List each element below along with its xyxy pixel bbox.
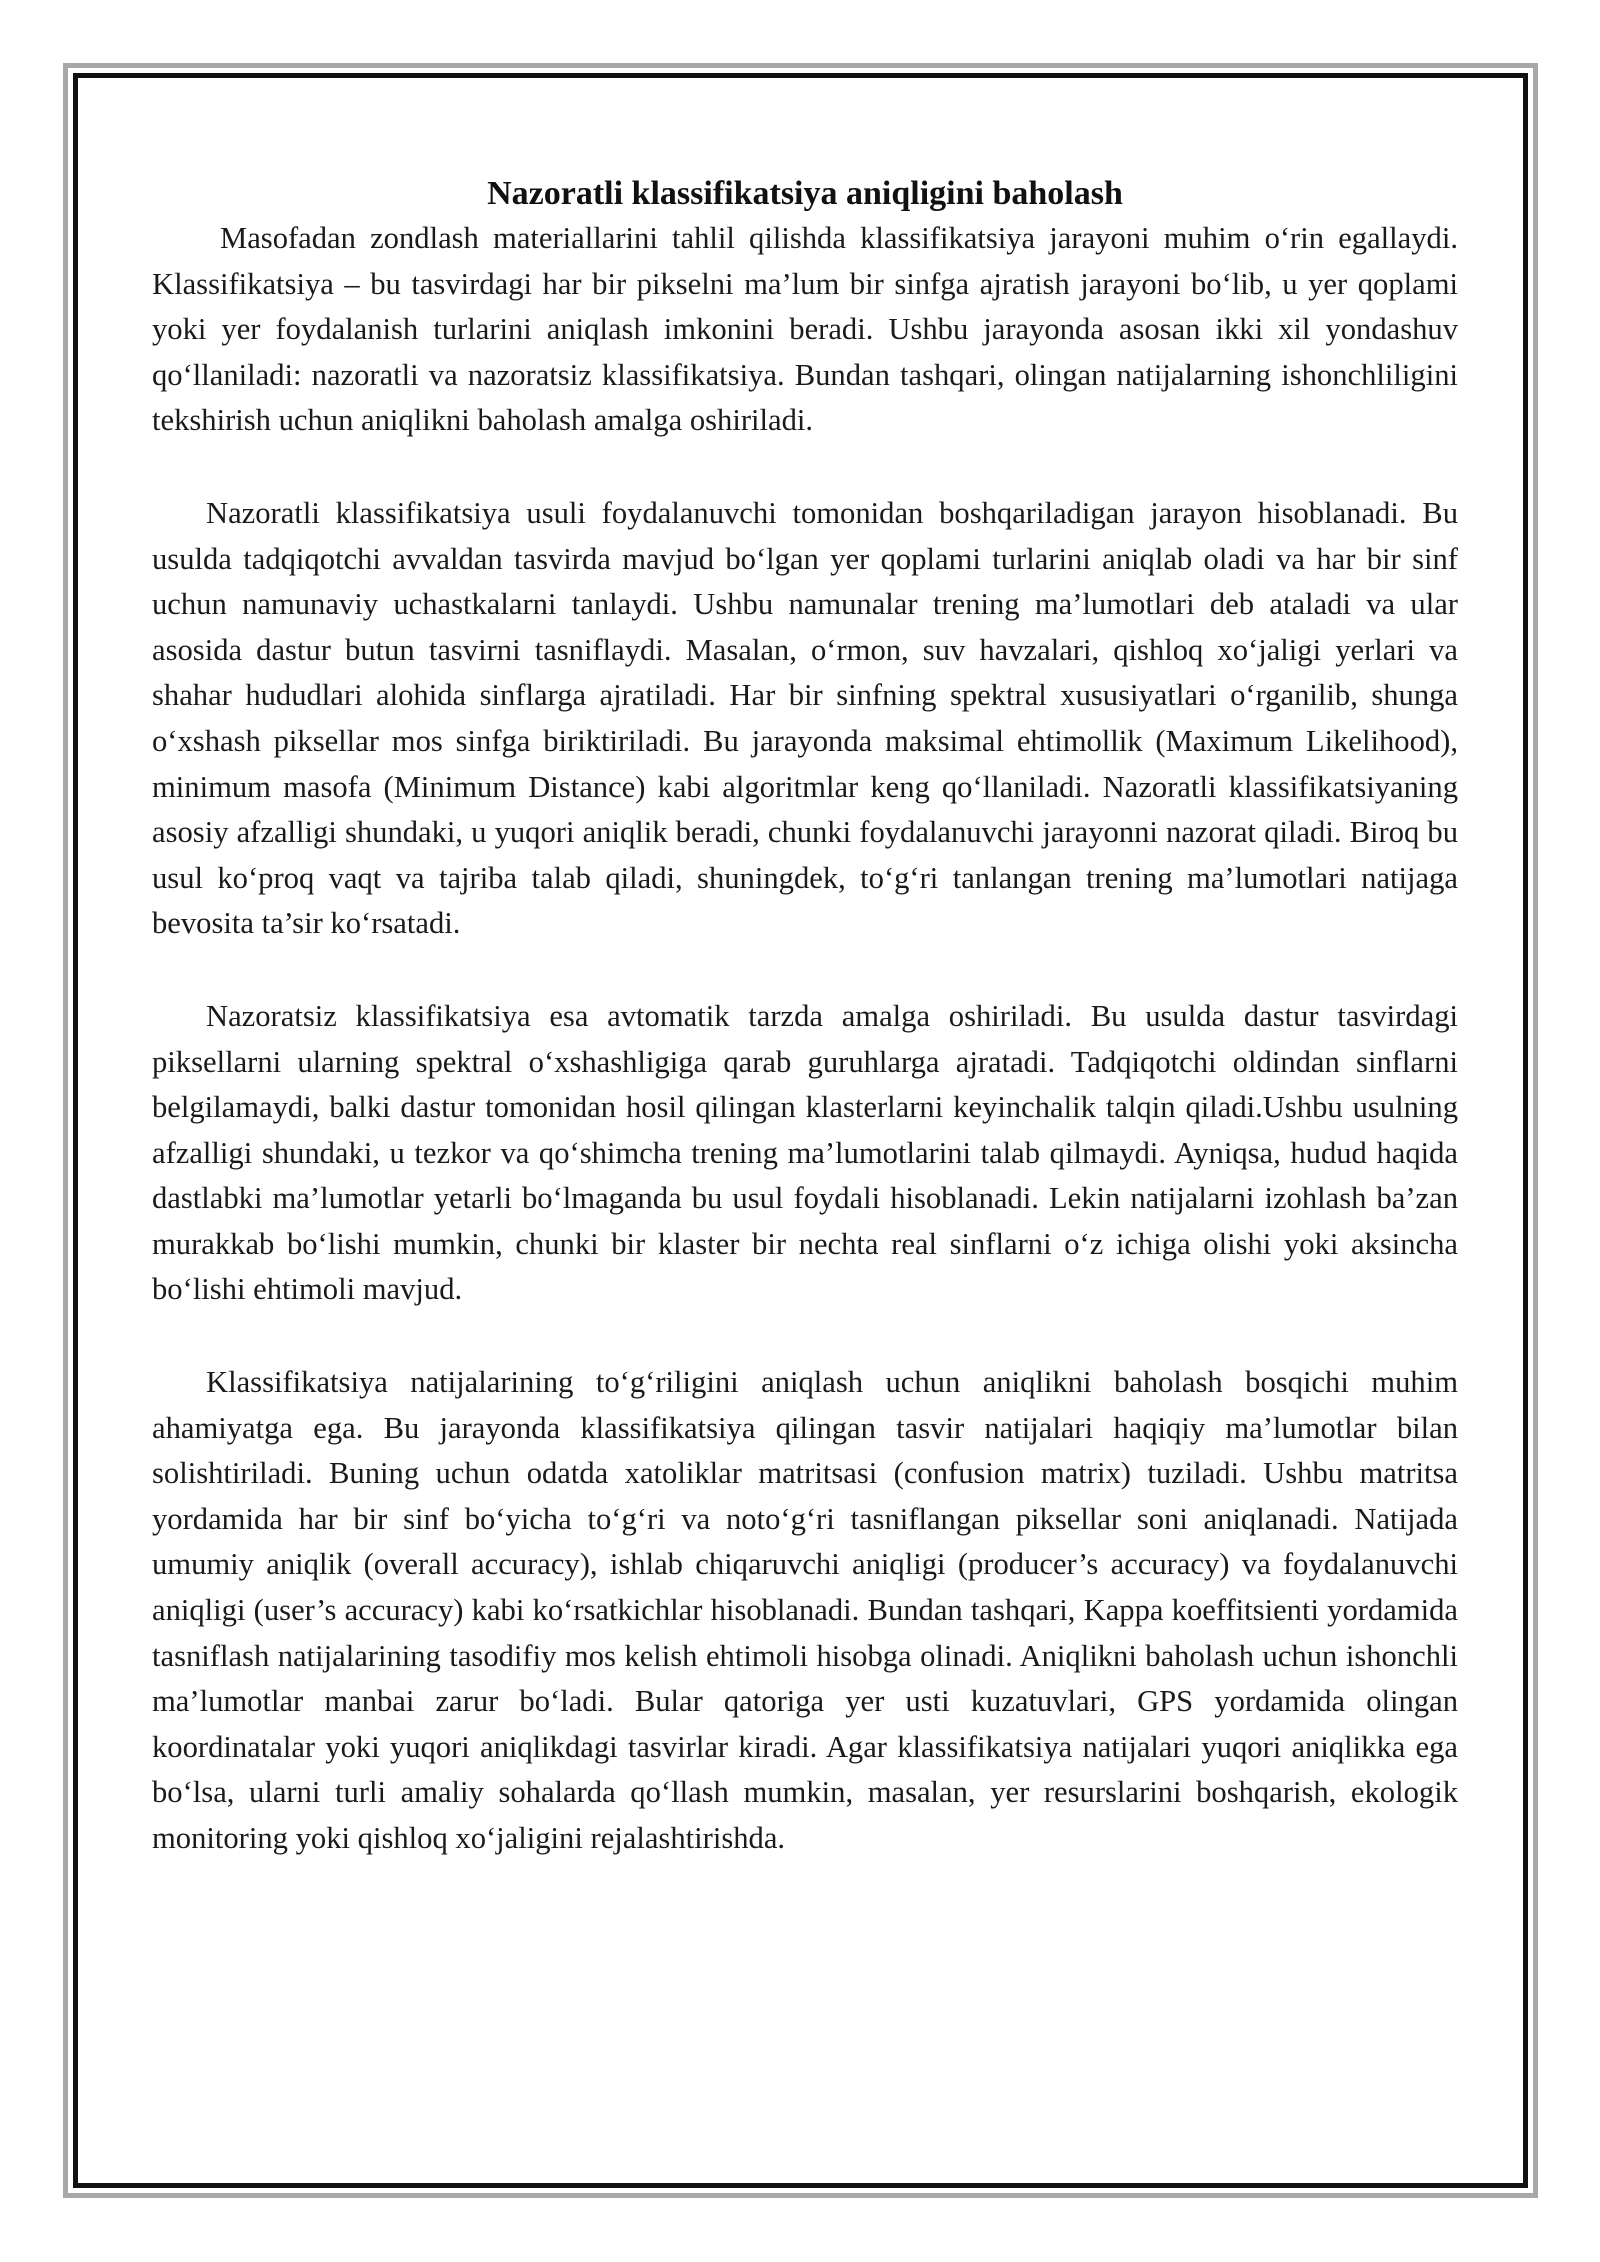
paragraph-unsupervised: Nazoratsiz klassifikatsiya esa avtomatik tarzda amalga oshiriladi. Bu usulda dastur tasvirdagi piksellarni ularning spektral o‘xshashligiga qarab guruhlarga ajratadi. Tadqiqotchi oldindan sinflarni belgilamaydi, balki dastur tomonidan hosil qilingan klasterlarni keyinchalik talqin qiladi.Ushbu usulning afzalligi shundaki, u tezkor va qo‘shimcha trening ma’lumotlarini talab qilmaydi. Ayniqsa, hudud haqida dastlabki ma’lumotlar yetarli bo‘lmaganda bu usul foydali hisoblanadi. Lekin natijalarni izohlash ba’zan murakkab bo‘lishi mumkin, chunki bir klaster bir nechta real sinflarni o‘z ichiga olishi yoki aksincha bo‘lishi ehtimoli mavjud. <box>152 998 1458 1307</box>
paragraph-accuracy: Klassifikatsiya natijalarining to‘g‘riligini aniqlash uchun aniqlikni baholash bosqichi muhim ahamiyatga ega. Bu jarayonda klassifikatsiya qilingan tasvir natijalari haqiqiy ma’lumotlar bilan solishtiriladi. Buning uchun odatda xatoliklar matritsasi (confusion matrix) tuziladi. Ushbu matritsa yordamida har bir sinf bo‘yicha to‘g‘ri va noto‘g‘ri tasniflangan piksellar soni aniqlanadi. Natijada umumiy aniqlik (overall accuracy), ishlab chiqaruvchi aniqligi (producer’s accuracy) va foydalanuvchi aniqligi (user’s accuracy) kabi ko‘rsatkichlar hisoblanadi. Bundan tashqari, Kappa koeffitsienti yordamida tasniflash natijalarining tasodifiy mos kelish ehtimoli hisobga olinadi. Aniqlikni baholash uchun ishonchli ma’lumotlar manbai zarur bo‘ladi. Bular qatoriga yer usti kuzatuvlari, GPS yordamida olingan koordinatalar yoki yuqori aniqlikdagi tasvirlar kiradi. Agar klassifikatsiya natijalari yuqori aniqlikka ega bo‘lsa, ularni turli amaliy sohalarda qo‘llash mumkin, masalan, yer resurslarini boshqarish, ekologik monitoring yoki qishloq xo‘jaligini rejalashtirishda. <box>152 1365 1458 1855</box>
document-title: Nazoratli klassifikatsiya aniqligini baholash <box>487 175 1123 212</box>
paragraph-supervised: Nazoratli klassifikatsiya usuli foydalanuvchi tomonidan boshqariladigan jarayon hisoblanadi. Bu usulda tadqiqotchi avvaldan tasvirda mavjud bo‘lgan yer qoplami turlarini aniqlab oladi va har bir sinf uchun namunaviy uchastkalarni tanlaydi. Ushbu namunalar trening ma’lumotlari deb ataladi va ular asosida dastur butun tasvirni tasniflaydi. Masalan, o‘rmon, suv havzalari, qishloq xo‘jaligi yerlari va shahar hududlari alohida sinflarga ajratiladi. Har bir sinfning spektral xususiyatlari o‘rganilib, shunga o‘xshash piksellar mos sinfga biriktiriladi. Bu jarayonda maksimal ehtimollik (Maximum Likelihood), minimum masofa (Minimum Distance) kabi algoritmlar keng qo‘llaniladi. Nazoratli klassifikatsiyaning asosiy afzalligi shundaki, u yuqori aniqlik beradi, chunki foydalanuvchi jarayonni nazorat qiladi. Biroq bu usul ko‘proq vaqt va tajriba talab qiladi, shuningdek, to‘g‘ri tanlangan trening ma’lumotlari natijaga bevosita ta’sir ko‘rsatadi. <box>152 495 1458 941</box>
paragraph-intro: Masofadan zondlash materiallarini tahlil qilishda klassifikatsiya jarayoni muhim o‘rin egallaydi. Klassifikatsiya – bu tasvirdagi har bir pikselni ma’lum bir sinfga ajratish jarayoni bo‘lib, u yer qoplami yoki yer foydalanish turlarini aniqlash imkonini beradi. Ushbu jarayonda asosan ikki xil yondashuv qo‘llaniladi: nazoratli va nazoratsiz klassifikatsiya. Bundan tashqari, olingan natijalarning ishonchliligini tekshirish uchun aniqlikni baholash amalga oshiriladi. <box>152 221 1458 438</box>
document-body <box>152 172 1458 1862</box>
